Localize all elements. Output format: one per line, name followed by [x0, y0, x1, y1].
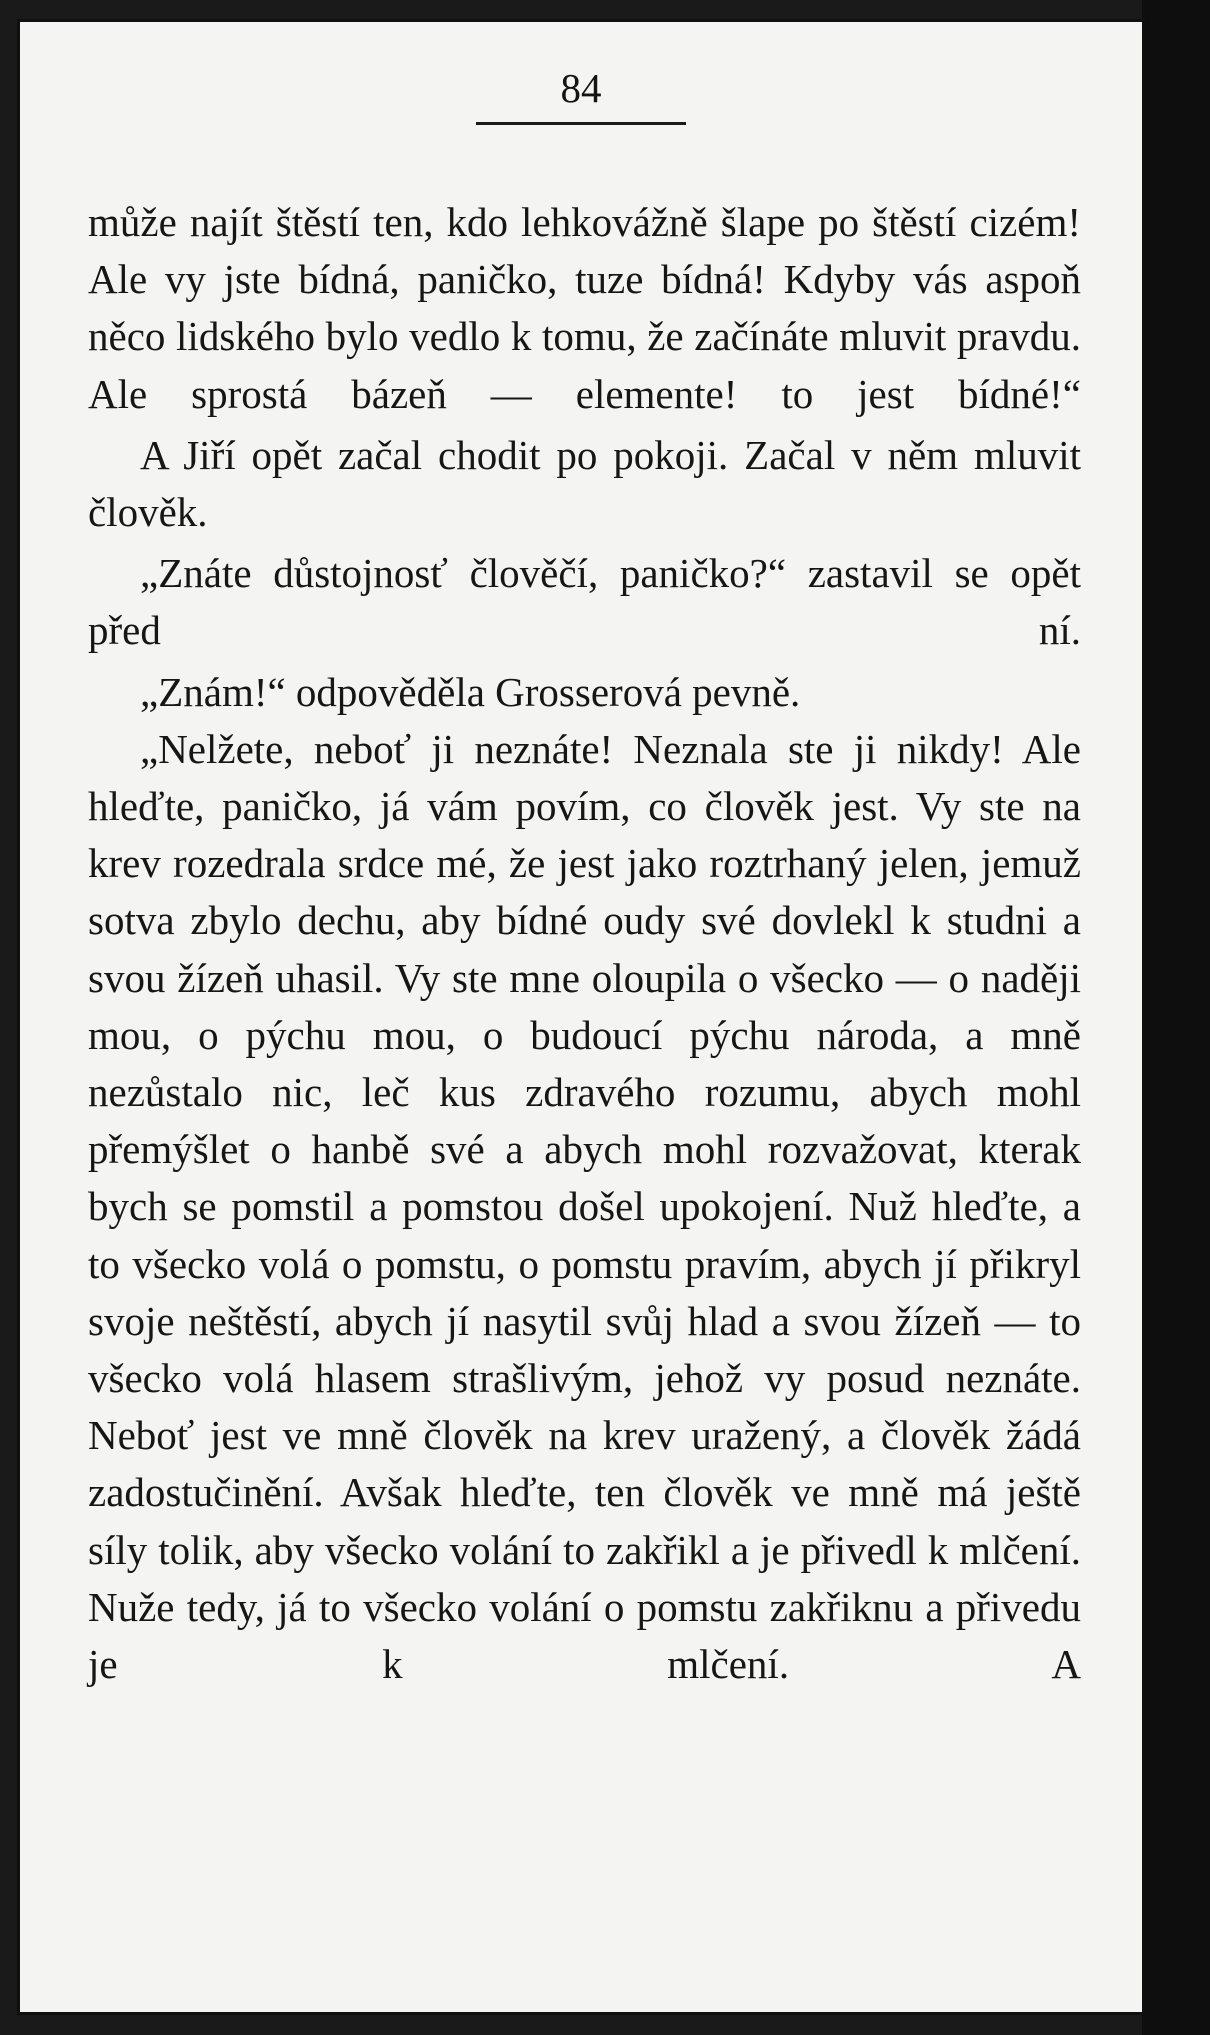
- paragraph-2: A Jiří opět začal chodit po pokoji. Začal v něm mluvit člověk.: [88, 431, 1081, 536]
- paragraph-5: „Nelžete, neboť ji neznáte! Neznala ste ji nikdy! Ale hleďte, paničko, já vám povím, co člověk jest. Vy ste na krev rozedrala srdce mé, že jest jako roztrhaný jelen, jemuž sotva zbylo dechu, aby bídné oudy své dovlekl k studni a svou žízeň uhasil. Vy ste mne oloupila o všecko — o naději mou, o pýchu mou, o budoucí pýchu národa, a mně nezůstalo nic, leč kus zdravého rozumu, abych mohl přemýšlet o hanbě své a abych mohl rozvažovat, kterak bych se pomstil a pomstou došel upokojení. Nuž hleďte, a to všecko volá o pomstu, o pomstu pravím, abych jí přikryl svoje neštěstí, abych jí nasytil svůj hlad a svou žízeň — to všecko volá hlasem strašlivým, jehož vy posud neznáte. Neboť jest ve mně člověk na krev uražený, a člověk žádá zadostučinění. Avšak hleďte, ten člověk ve mně má ještě síly tolik, aby všecko volání to zakřikl a je přivedl k mlčení. Nuže tedy, já to všecko volání o pomstu zakřiknu a přivedu je k mlčení. A: [88, 725, 1081, 1688]
- scan-border: [1142, 0, 1210, 2035]
- page-number: 84: [560, 65, 602, 111]
- paragraph-1: může najít štěstí ten, kdo lehkovážně šlape po štěstí cizém! Ale vy jste bídná, paničko, tuze bídná! Kdyby vás aspoň něco lidského bylo vedlo k tomu, že začínáte mluvit pravdu. Ale sprostá bázeň — elemente! to jest bídné!“: [88, 199, 1081, 417]
- paragraph-3: „Znáte důstojnosť člověčí, paničko?“ zastavil se opět před ní.: [88, 550, 1081, 654]
- header-rule: [476, 122, 686, 125]
- paragraph-4: „Znám!“ odpověděla Grosserová pevně.: [140, 668, 801, 715]
- page-body: [88, 194, 1081, 1693]
- book-page: [20, 22, 1142, 2012]
